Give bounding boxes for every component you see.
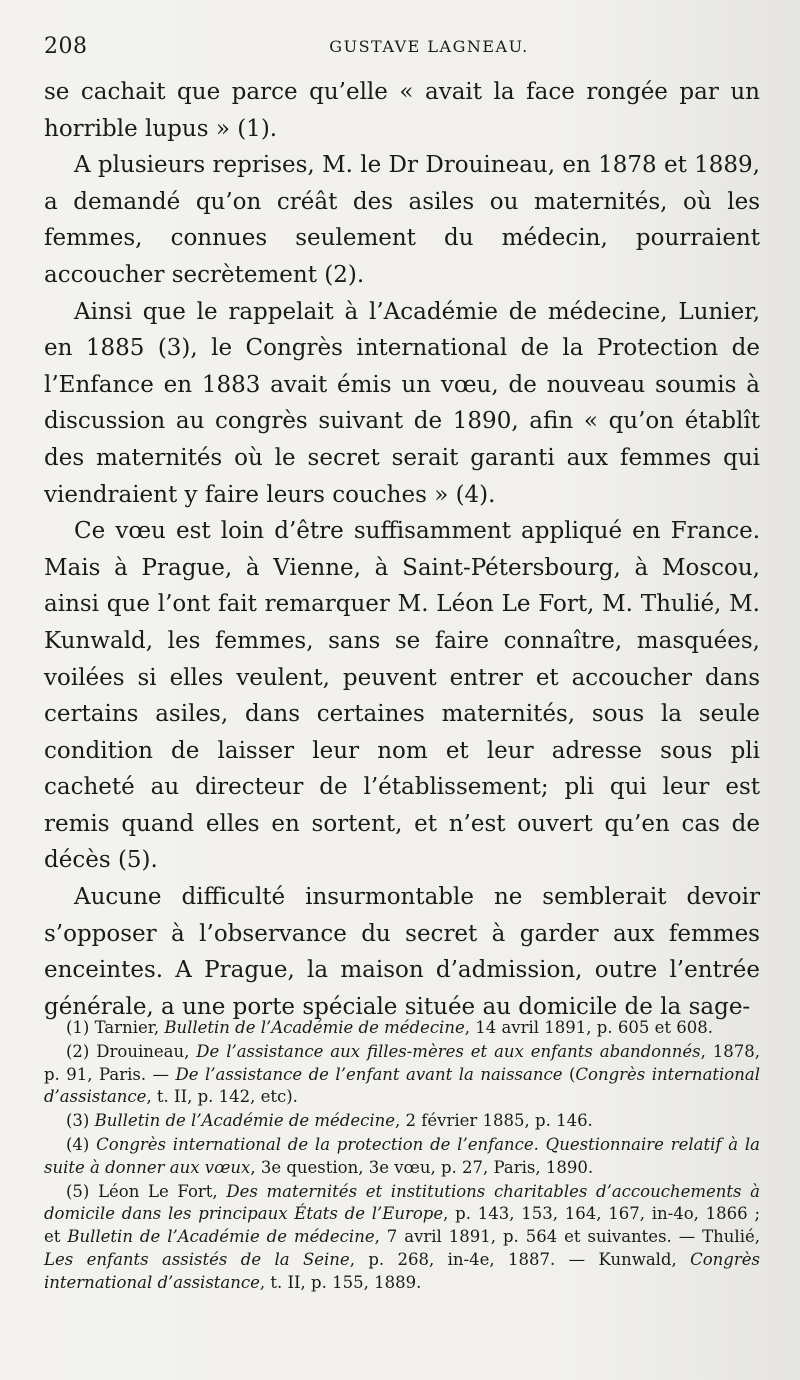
- footnote-3: [44, 1110, 760, 1133]
- footnote-text: , 2 février 1885, p. 146.: [395, 1111, 593, 1131]
- paragraph: Aucune difficulté insurmontable ne semblerait devoir s’opposer à l’observance du secret à garder aux femmes enceintes. A Prague, la maison d’admission, outre l’entrée générale, a une porte spéciale située au domicile de la sage-: [44, 884, 760, 1020]
- footnote-title: De l’assistance aux filles-mères et aux enfants abandonnés: [196, 1041, 701, 1061]
- footnote-text: , 14 avril 1891, p. 605 et 608.: [464, 1018, 713, 1037]
- footnote-text: , t. II, p. 142, etc).: [146, 1087, 298, 1107]
- footnotes: [44, 1017, 760, 1296]
- footnote-1: [44, 1017, 760, 1040]
- paragraph: Ainsi que le rappelait à l’Académie de médecine, Lunier, en 1885 (3), le Congrès international de la Protection de l’Enfance en 1883 avait émis un vœu, de nouveau soumis à discussion au congrès suivant de 1890, afin « qu’on établît des maternités où le secret serait garanti aux femmes qui viendraient y faire leurs couches » (4).: [44, 298, 760, 508]
- running-head: GUSTAVE LAGNEAU.: [329, 37, 529, 56]
- footnote-number: (1): [66, 1018, 90, 1037]
- footnote-2: [44, 1041, 760, 1109]
- footnote-title: Des maternités et institutions charitables d’accouchements à domicile dans les principaux États de l’Europe: [44, 1181, 761, 1224]
- footnote-title: De l’assistance de l’enfant avant la naissance: [175, 1064, 563, 1084]
- footnote-title: Bulletin de l’Académie de médecine: [164, 1018, 465, 1037]
- footnote-title: Bulletin de l’Académie de médecine: [94, 1111, 396, 1131]
- footnote-text: , 7 avril 1891, p. 564 et suivantes. — Thulié,: [374, 1227, 760, 1247]
- footnote-number: (3): [66, 1111, 90, 1131]
- footnote-text: , p. 143, 153, 164, 167, in-4o, 1866 ; et: [44, 1204, 761, 1247]
- footnote-text: Léon Le Fort,: [98, 1181, 227, 1201]
- footnote-text: , p. 268, in-4e, 1887. — Kunwald,: [349, 1249, 691, 1269]
- main-text: [44, 74, 760, 1025]
- footnote-text: Tarnier,: [94, 1018, 165, 1037]
- footnote-title: Congrès international de la protection de l’enfance. Questionnaire relatif à la suite à donner aux vœux: [44, 1134, 760, 1177]
- footnote-title: Congrès international d’assistance: [44, 1064, 760, 1107]
- footnote-4: [44, 1134, 760, 1180]
- footnote-text: (: [562, 1064, 576, 1084]
- paragraph: Ce vœu est loin d’être suffisamment appliqué en France. Mais à Prague, à Vienne, à Saint-Pétersbourg, à Moscou, ainsi que l’ont fait remarquer M. Léon Le Fort, M. Thulié, M. Kunwald, les femmes, sans se faire connaître, masquées, voilées si elles veulent, peuvent entrer et accoucher dans certains asiles, dans certaines maternités, sous la seule condition de laisser leur nom et leur adresse sous pli cacheté au directeur de l’établissement; pli qui leur est remis quand elles en sortent, et n’est ouvert qu’en cas de décès (5).: [44, 518, 760, 874]
- footnote-title: Les enfants assistés de la Seine: [44, 1249, 350, 1269]
- footnote-text: , t. II, p. 155, 1889.: [259, 1272, 422, 1292]
- footnote-text: , 1878, p. 91, Paris. —: [44, 1041, 760, 1084]
- footnote-title: Congrès international d’assistance: [44, 1249, 760, 1292]
- page-header: [44, 34, 744, 64]
- footnote-text: , 3e question, 3e vœu, p. 27, Paris, 1890.: [250, 1157, 594, 1177]
- footnote-number: (2): [66, 1041, 90, 1061]
- footnote-number: (5): [66, 1181, 90, 1201]
- footnote-text: Drouineau,: [96, 1041, 197, 1061]
- page-number: 208: [44, 34, 88, 59]
- footnote-title: Bulletin de l’Académie de médecine: [67, 1227, 375, 1247]
- paragraph-continuation: se cachait que parce qu’elle « avait la face rongée par un horrible lupus » (1).: [44, 79, 760, 142]
- footnote-5: [44, 1181, 760, 1295]
- footnote-number: (4): [66, 1134, 90, 1154]
- paragraph: A plusieurs reprises, M. le Dr Drouineau, en 1878 et 1889, a demandé qu’on créât des asiles ou maternités, où les femmes, connues seulement du médecin, pourraient accoucher secrètement (2).: [44, 152, 760, 288]
